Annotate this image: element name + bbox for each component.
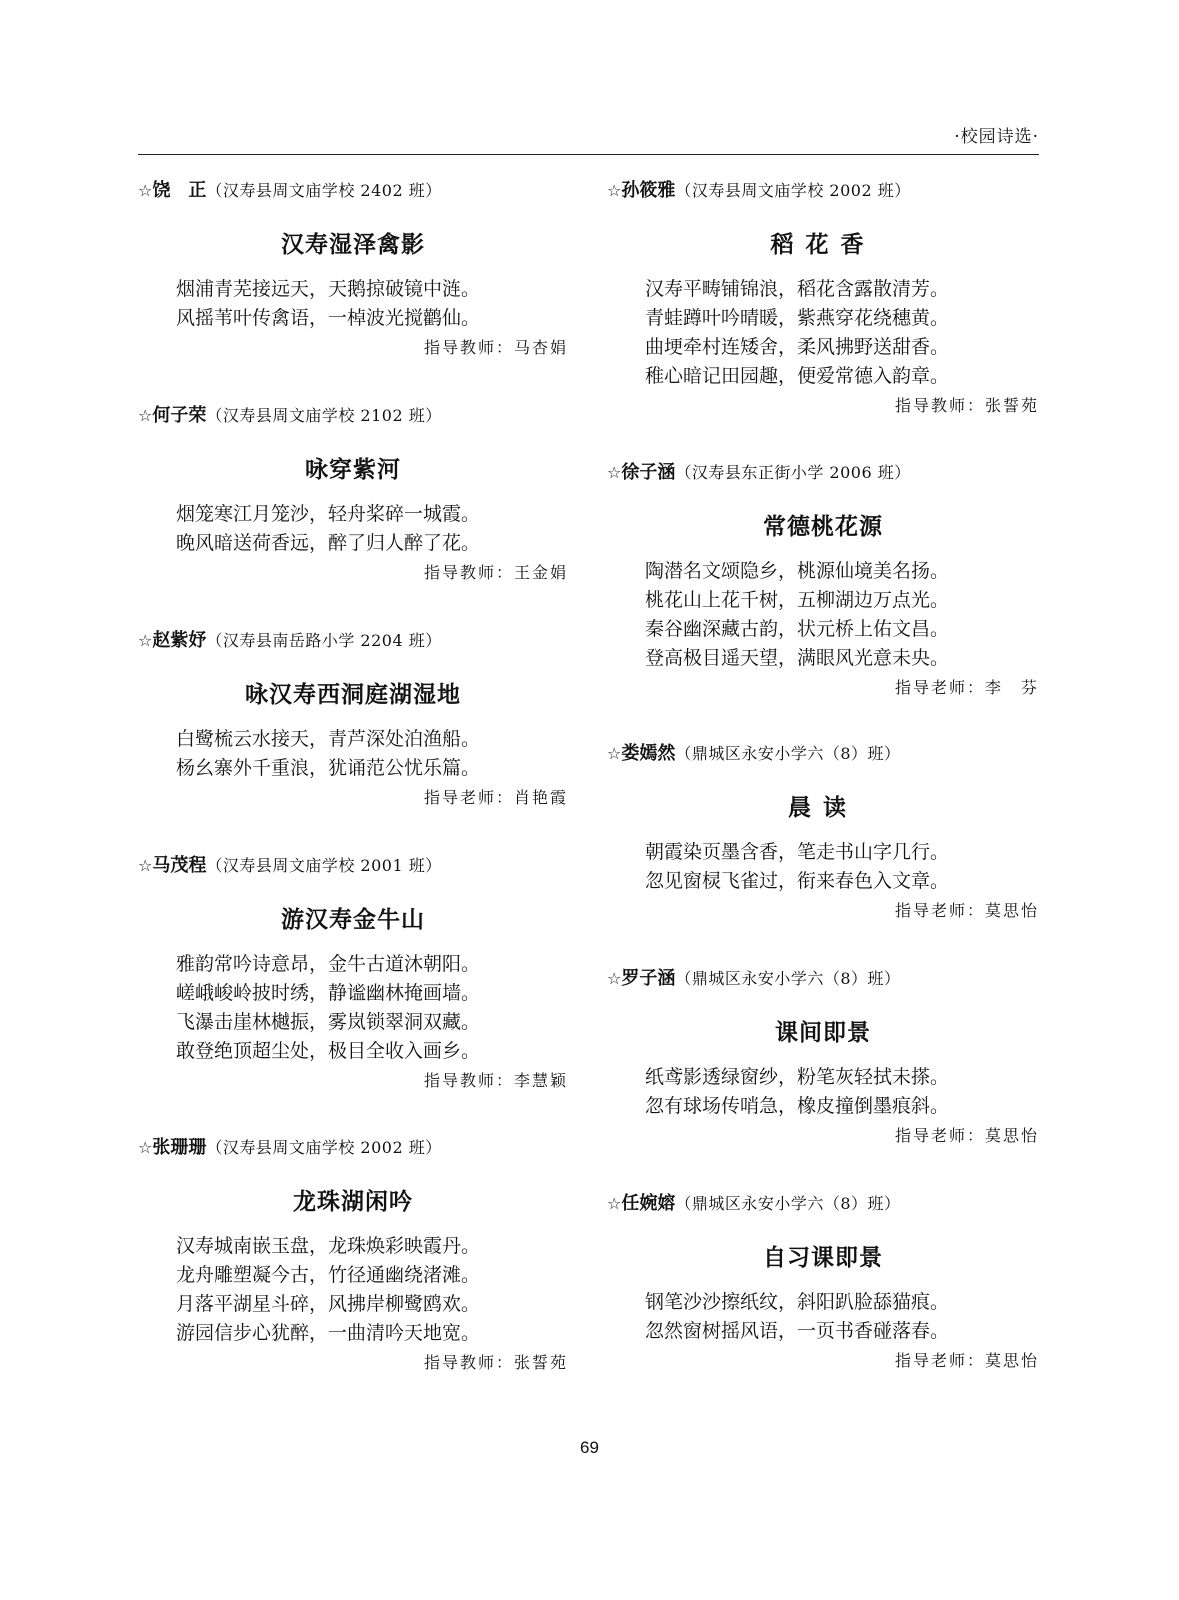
poem-line: 汉寿平畴铺锦浪，稻花含露散清芳。 bbox=[645, 278, 950, 300]
poem-body bbox=[607, 275, 1039, 391]
poem-body bbox=[138, 950, 568, 1066]
poem-line: 嵯峨峻岭披时绣，静谧幽林掩画墙。 bbox=[176, 982, 481, 1004]
poem-entry bbox=[138, 851, 568, 1095]
teacher-credit: 指导教师：张誓苑 bbox=[423, 1353, 568, 1372]
poem-body bbox=[138, 725, 568, 783]
poem-line: 雅韵常吟诗意昂，金牛古道沐朝阳。 bbox=[176, 953, 481, 975]
author-school: （汉寿县周文庙学校 2001 班） bbox=[206, 856, 442, 875]
poem-line: 忽见窗棂飞雀过，衔来春色入文章。 bbox=[645, 870, 950, 892]
author-school: （汉寿县周文庙学校 2102 班） bbox=[206, 406, 442, 425]
poem-body bbox=[607, 1063, 1039, 1121]
author-line bbox=[138, 851, 568, 881]
poem-entry bbox=[138, 1133, 568, 1377]
teacher-credit: 指导老师：莫思怡 bbox=[894, 1351, 1039, 1370]
page-number: 69 bbox=[580, 1438, 599, 1457]
poem-entry bbox=[138, 176, 568, 362]
author-name: 娄嫣然 bbox=[621, 743, 676, 764]
poem-line: 飞瀑击崖林樾振，雾岚锁翠洞双藏。 bbox=[176, 1011, 481, 1033]
star-icon: ☆ bbox=[138, 406, 153, 425]
teacher-credit: 指导教师：马杏娟 bbox=[423, 338, 568, 357]
poem-line: 纸鸢影透绿窗纱，粉笔灰轻拭未搽。 bbox=[645, 1066, 950, 1088]
section-title: ·校园诗选· bbox=[954, 127, 1039, 147]
poem-line: 忽然窗树摇风语，一页书香碰落春。 bbox=[645, 1320, 950, 1342]
author-school: （鼎城区永安小学六（8）班） bbox=[675, 1194, 901, 1213]
poem-body bbox=[607, 838, 1039, 896]
teacher-credit: 指导老师：莫思怡 bbox=[894, 901, 1039, 920]
poem-line: 秦谷幽深藏古韵，状元桥上佑文昌。 bbox=[645, 618, 950, 640]
author-line bbox=[607, 458, 1039, 488]
star-icon: ☆ bbox=[607, 969, 622, 988]
author-line bbox=[607, 1189, 1039, 1219]
teacher-credit: 指导教师：王金娟 bbox=[423, 563, 568, 582]
author-name: 任婉嫆 bbox=[621, 1193, 676, 1214]
poem-entry bbox=[607, 964, 1039, 1150]
poem-line: 敢登绝顶超尘处，极目全收入画乡。 bbox=[176, 1040, 481, 1062]
teacher-credit: 指导老师：李 芬 bbox=[894, 678, 1039, 697]
author-school: （汉寿县周文庙学校 2002 班） bbox=[675, 181, 911, 200]
author-school: （鼎城区永安小学六（8）班） bbox=[675, 744, 901, 763]
star-icon: ☆ bbox=[607, 1194, 622, 1213]
poem-entry bbox=[138, 626, 568, 812]
teacher-credit: 指导老师：莫思怡 bbox=[894, 1126, 1039, 1145]
author-name: 马茂程 bbox=[152, 855, 207, 876]
header-rule bbox=[138, 154, 1039, 155]
poem-title: 汉寿湿泽禽影 bbox=[281, 232, 425, 258]
star-icon: ☆ bbox=[607, 463, 622, 482]
poem-entry bbox=[607, 458, 1039, 702]
teacher-credit: 指导老师：肖艳霞 bbox=[423, 788, 568, 807]
poem-entry bbox=[138, 401, 568, 587]
author-line bbox=[607, 739, 1039, 769]
teacher-credit: 指导教师：张誓苑 bbox=[894, 396, 1039, 415]
poem-body bbox=[138, 275, 568, 333]
author-line bbox=[138, 401, 568, 431]
poem-title: 常德桃花源 bbox=[763, 514, 883, 540]
poem-line: 晚风暗送荷香远，醉了归人醉了花。 bbox=[176, 532, 481, 554]
author-name: 徐子涵 bbox=[621, 462, 676, 483]
poem-line: 龙舟雕塑凝今古，竹径通幽绕渚滩。 bbox=[176, 1264, 481, 1286]
author-name: 罗子涵 bbox=[621, 968, 676, 989]
teacher-credit: 指导教师：李慧颖 bbox=[423, 1071, 568, 1090]
poem-title: 课间即景 bbox=[775, 1020, 871, 1046]
star-icon: ☆ bbox=[138, 856, 153, 875]
poem-body bbox=[607, 557, 1039, 673]
star-icon: ☆ bbox=[138, 631, 153, 650]
author-line bbox=[138, 626, 568, 656]
poem-entry bbox=[607, 1189, 1039, 1375]
author-name: 孙筱雅 bbox=[621, 180, 676, 201]
poem-line: 曲埂牵村连矮舍，柔风拂野送甜香。 bbox=[645, 336, 950, 358]
author-school: （汉寿县周文庙学校 2002 班） bbox=[206, 1138, 442, 1157]
author-school: （汉寿县东正街小学 2006 班） bbox=[675, 463, 911, 482]
author-school: （汉寿县周文庙学校 2402 班） bbox=[206, 181, 442, 200]
poem-line: 忽有球场传哨急，橡皮撞倒墨痕斜。 bbox=[645, 1095, 950, 1117]
poem-title: 咏穿紫河 bbox=[305, 457, 401, 483]
poem-line: 桃花山上花千树，五柳湖边万点光。 bbox=[645, 589, 950, 611]
author-school: （汉寿县南岳路小学 2204 班） bbox=[206, 631, 442, 650]
author-line bbox=[607, 964, 1039, 994]
author-line bbox=[138, 1133, 568, 1163]
poem-line: 烟浦青芜接远天，天鹅掠破镜中涟。 bbox=[176, 278, 481, 300]
star-icon: ☆ bbox=[138, 1138, 153, 1157]
poem-title: 稻花香 bbox=[770, 232, 876, 258]
poem-line: 月落平湖星斗碎，风拂岸柳鹭鸥欢。 bbox=[176, 1293, 481, 1315]
author-line bbox=[138, 176, 568, 206]
poem-line: 白鹭梳云水接天，青芦深处泊渔船。 bbox=[176, 728, 481, 750]
poem-title: 晨读 bbox=[788, 795, 858, 821]
author-name: 饶 正 bbox=[152, 180, 207, 201]
poem-title: 龙珠湖闲吟 bbox=[293, 1189, 413, 1215]
poem-entry bbox=[607, 176, 1039, 420]
poem-body bbox=[138, 500, 568, 558]
poem-title: 咏汉寿西洞庭湖湿地 bbox=[245, 682, 461, 708]
poem-title: 游汉寿金牛山 bbox=[281, 907, 425, 933]
poem-line: 钢笔沙沙擦纸纹，斜阳趴脸舔猫痕。 bbox=[645, 1291, 950, 1313]
running-head bbox=[138, 122, 1039, 154]
author-name: 赵紫妤 bbox=[152, 630, 207, 651]
author-line bbox=[607, 176, 1039, 206]
poem-entry bbox=[607, 739, 1039, 925]
poem-line: 朝霞染页墨含香，笔走书山字几行。 bbox=[645, 841, 950, 863]
star-icon: ☆ bbox=[138, 181, 153, 200]
author-school: （鼎城区永安小学六（8）班） bbox=[675, 969, 901, 988]
poem-title: 自习课即景 bbox=[763, 1245, 883, 1271]
poem-line: 杨幺寨外千重浪，犹诵范公忧乐篇。 bbox=[176, 757, 481, 779]
poem-line: 青蛙蹲叶吟晴暖，紫燕穿花绕穗黄。 bbox=[645, 307, 950, 329]
poem-line: 游园信步心犹醉，一曲清吟天地宽。 bbox=[176, 1322, 481, 1344]
poem-line: 汉寿城南嵌玉盘，龙珠焕彩映霞丹。 bbox=[176, 1235, 481, 1257]
author-name: 张珊珊 bbox=[152, 1137, 207, 1158]
poem-body bbox=[138, 1232, 568, 1348]
author-name: 何子荣 bbox=[152, 405, 207, 426]
poem-body bbox=[607, 1288, 1039, 1346]
poem-line: 登高极目遥天望，满眼风光意未央。 bbox=[645, 647, 950, 669]
poem-line: 风摇苇叶传禽语，一棹波光搅鹳仙。 bbox=[176, 307, 481, 329]
poem-line: 稚心暗记田园趣，便爱常德入韵章。 bbox=[645, 365, 950, 387]
star-icon: ☆ bbox=[607, 744, 622, 763]
poem-line: 陶潜名文颂隐乡，桃源仙境美名扬。 bbox=[645, 560, 950, 582]
star-icon: ☆ bbox=[607, 181, 622, 200]
poem-line: 烟笼寒江月笼沙，轻舟桨碎一城霞。 bbox=[176, 503, 481, 525]
